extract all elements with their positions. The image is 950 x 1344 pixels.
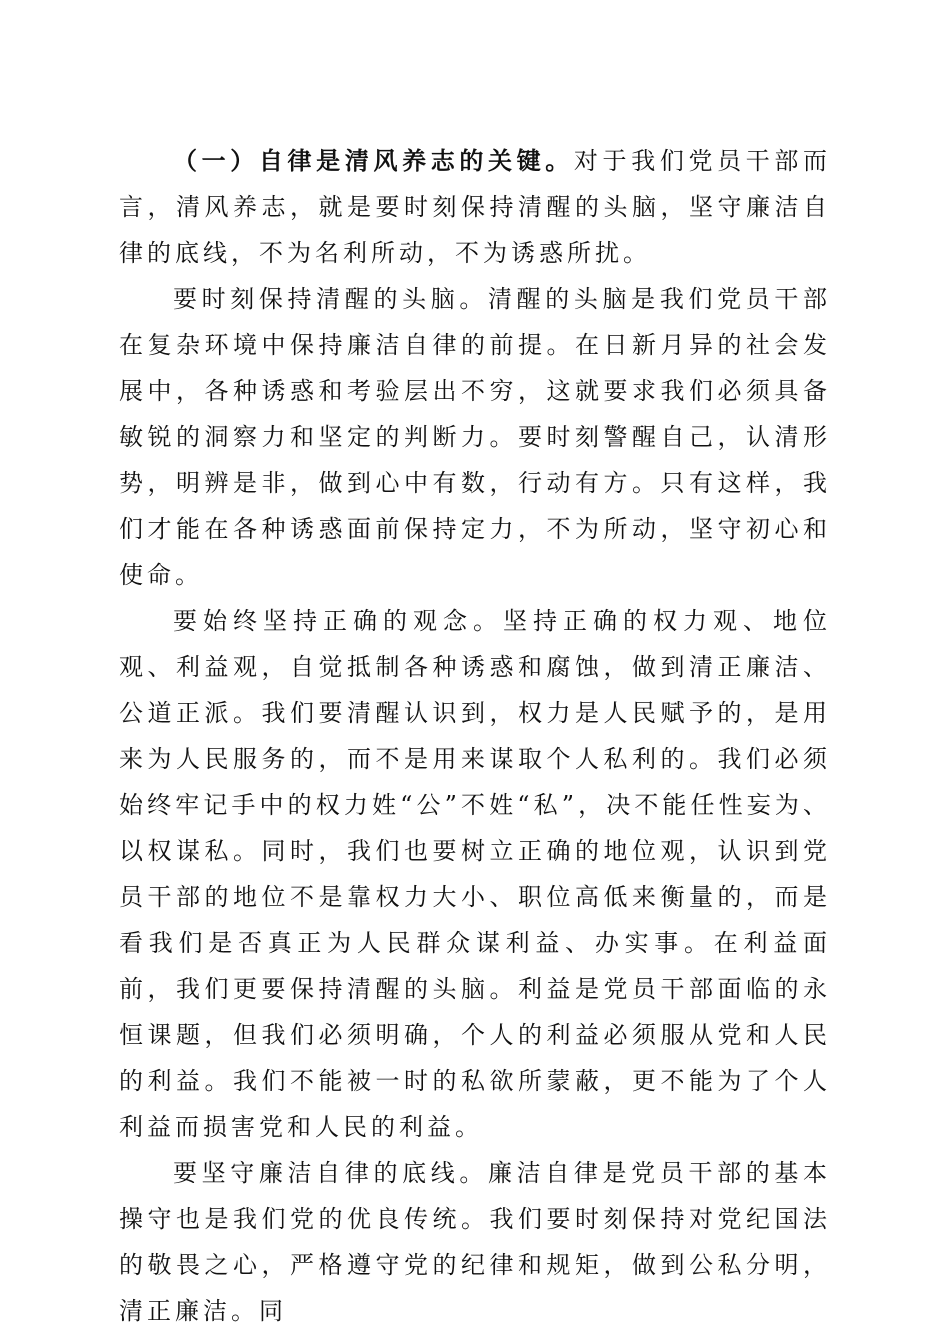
document-body (119, 138, 831, 1334)
paragraph-integrity-bottom-line (119, 1150, 831, 1334)
section-heading: （一）自律是清风养志的关键。 (173, 146, 574, 175)
paragraph-text: 对于我们党员干部而言，清风养志，就是要时刻保持清醒的头脑，坚守廉洁自律的底线，不为名利所动，不为诱惑所扰。 (119, 147, 832, 267)
paragraph-correct-views (119, 598, 831, 1150)
paragraph-text: 要始终坚持正确的观念。坚持正确的权力观、地位观、利益观，自觉抵制各种诱惑和腐蚀，做到清正廉洁、公道正派。我们要清醒认识到，权力是人民赋予的，是用来为人民服务的，而不是用来谋取个人私利的。我们必须始终牢记手中的权力姓“公”不姓“私”，决不能任性妄为、以权谋私。同时，我们也要树立正确的地位观，认识到党员干部的地位不是靠权力大小、职位高低来衡量的，而是看我们是否真正为人民群众谋利益、办实事。在利益面前，我们更要保持清醒的头脑。利益是党员干部面临的永恒课题，但我们必须明确，个人的利益必须服从党和人民的利益。我们不能被一时的私欲所蒙蔽，更不能为了个人利益而损害党和人民的利益。 (119, 607, 831, 1141)
paragraph-text: 要坚守廉洁自律的底线。廉洁自律是党员干部的基本操守也是我们党的优良传统。我们要时刻保持对党纪国法的敬畏之心，严格遵守党的纪律和规矩，做到公私分明，清正廉洁。同 (119, 1159, 831, 1325)
paragraph-text: 要时刻保持清醒的头脑。清醒的头脑是我们党员干部在复杂环境中保持廉洁自律的前提。在日新月异的社会发展中，各种诱惑和考验层出不穷，这就要求我们必须具备敏锐的洞察力和坚定的判断力。要时刻警醒自己，认清形势，明辨是非，做到心中有数，行动有方。只有这样，我们才能在各种诱惑面前保持定力，不为所动，坚守初心和使命。 (119, 285, 831, 589)
paragraph-self-discipline-key (119, 138, 831, 276)
paragraph-clear-mind (119, 276, 831, 598)
